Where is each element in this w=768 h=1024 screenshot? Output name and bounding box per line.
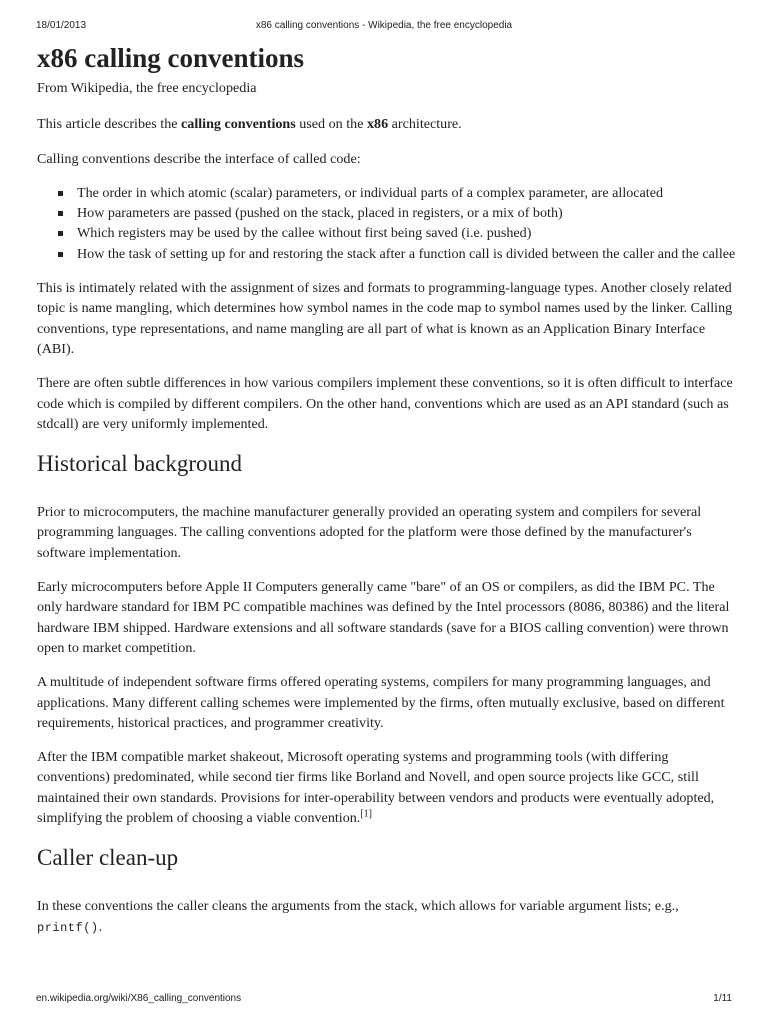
print-url: en.wikipedia.org/wiki/X86_calling_conventions: [36, 993, 242, 1004]
x86-link[interactable]: x86: [366, 116, 389, 133]
historical-paragraph-2: Early microcomputers before Apple II Computers generally came "bare" of an OS or compilers, as did the IBM PC. The only hardware standard for IBM PC compatible machines was defined by the Intel processors (8086, 80386) and the literal hardware IBM shipped. Hardware extensions and all software standards (save for a BIOS calling convention) were thrown open to market competition.: [37, 579, 730, 656]
intro-paragraph: [37, 114, 737, 134]
historical-background-heading: Historical background: [37, 451, 243, 477]
intro-text-mid: used on the: [295, 116, 367, 133]
caller-clean-up-heading: Caller clean-up: [37, 845, 179, 871]
article-title: x86 calling conventions: [37, 43, 305, 73]
list-item: How the task of setting up for and restoring the stack after a function call is divided between the caller and the callee: [77, 244, 737, 264]
conventions-list: [37, 183, 737, 264]
reference-1-link[interactable]: [1]: [360, 808, 372, 820]
list-item: How parameters are passed (pushed on the stack, placed in registers, or a mix of both): [77, 203, 737, 223]
caller-paragraph-text: In these conventions the caller cleans the arguments from the stack, which allows for variable argument lists; e.g.,: [37, 898, 679, 915]
intro-text-pre: This article describes the: [37, 116, 182, 133]
historical-paragraph-4: [37, 747, 737, 828]
list-item: Which registers may be used by the callee without first being saved (i.e. pushed): [77, 223, 737, 243]
interface-paragraph: Calling conventions describe the interface of called code:: [37, 150, 361, 167]
calling-conventions-link[interactable]: calling conventions: [181, 116, 296, 133]
article-subtitle: From Wikipedia, the free encyclopedia: [37, 80, 257, 96]
printf-code: printf(): [37, 920, 99, 935]
historical-paragraph-4-text: After the IBM compatible market shakeout, Microsoft operating systems and programming tools (with differing conventions) predominated, while second tier firms like Borland and Novell, and open source projects like GCC, still maintained their own standards. Provisions for inter-operability between vendors and products were eventually adopted, simplifying the problem of choosing a viable convention.: [37, 749, 715, 827]
print-page-number: 1/11: [713, 993, 732, 1004]
abi-paragraph: This is intimately related with the assignment of sizes and formats to programming-language types. Another closely related topic is name mangling, which determines how symbol names in the code map to symbol names used by the linker. Calling conventions, type representations, and name mangling are all part of what is known as an Application Binary Interface (ABI).: [37, 280, 733, 357]
intro-text-post: architecture.: [388, 116, 462, 133]
list-item: The order in which atomic (scalar) parameters, or individual parts of a complex parameter, are allocated: [77, 183, 737, 203]
caller-paragraph-end: .: [98, 918, 103, 935]
compilers-paragraph: There are often subtle differences in how various compilers implement these conventions, so it is often difficult to interface code which is compiled by different compilers. On the other hand, conventions which are used as an API standard (such as stdcall) are very uniformly implemented.: [37, 375, 733, 432]
historical-paragraph-1: Prior to microcomputers, the machine manufacturer generally provided an operating system and compilers for several programming languages. The calling conventions adopted for the platform were those defined by the manufacturer's software implementation.: [37, 504, 702, 561]
article-content: [37, 38, 737, 952]
caller-paragraph: [37, 896, 737, 938]
historical-paragraph-3: A multitude of independent software firms offered operating systems, compilers for many programming languages, and applications. Many different calling schemes were implemented by the firms, often mutually exclusive, based on different requirements, historical practices, and programmer creativity.: [37, 674, 725, 731]
print-page-title: x86 calling conventions - Wikipedia, the free encyclopedia: [255, 20, 513, 31]
print-date: 18/01/2013: [36, 20, 87, 31]
